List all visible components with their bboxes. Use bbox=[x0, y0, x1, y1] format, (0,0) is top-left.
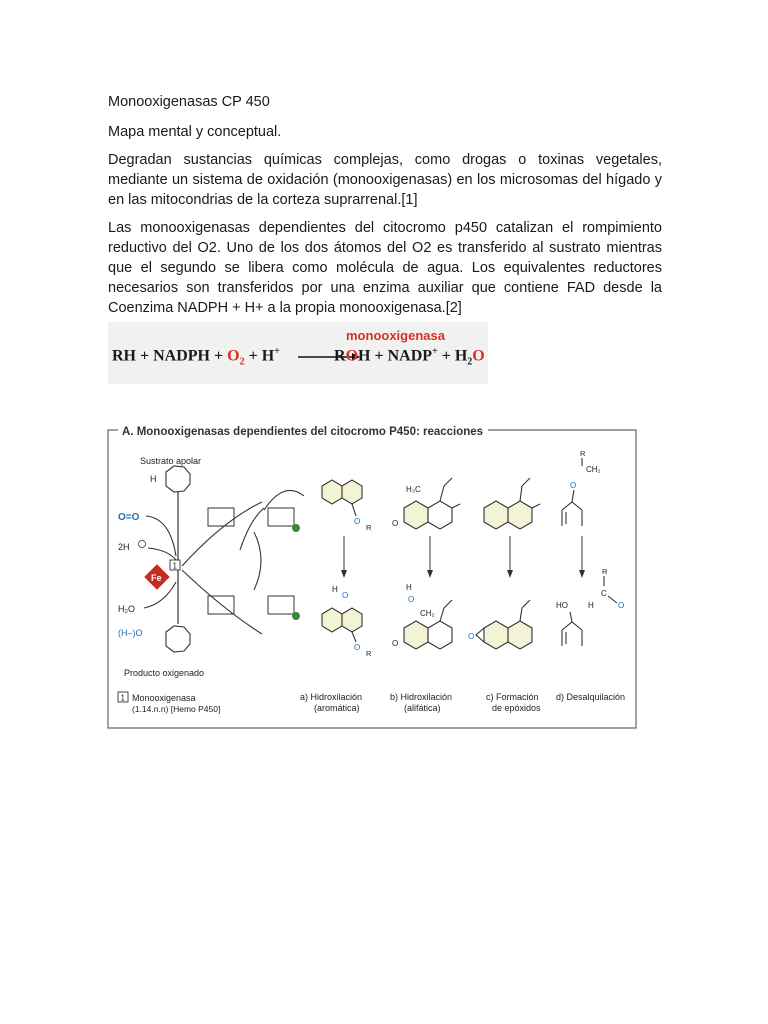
product-label: Producto oxigenado bbox=[124, 668, 205, 678]
enzyme-label: monooxigenasa bbox=[346, 328, 445, 343]
cycle-arc-left bbox=[240, 508, 264, 550]
h-label: H bbox=[150, 474, 157, 484]
caption-b-line1: b) Hidroxilación bbox=[390, 692, 453, 702]
figure-frame bbox=[108, 430, 636, 728]
substrate-ring bbox=[166, 466, 190, 492]
caption-a-line1: a) Hidroxilación bbox=[300, 692, 363, 702]
fe-label: Fe bbox=[151, 573, 162, 583]
ch2-label-b: CH₂ bbox=[420, 609, 435, 618]
oxygen-label-b: O bbox=[408, 595, 415, 604]
cycle-arrow-bottom bbox=[182, 570, 262, 634]
legend-title: Monooxigenasa bbox=[132, 693, 196, 703]
methyl-label: H₃C bbox=[406, 485, 421, 494]
fad-icon-4 bbox=[268, 596, 294, 614]
h-label-d: H bbox=[588, 601, 594, 610]
equation-products: ROH + NADP+ + $H_2O$ bbox=[334, 346, 485, 368]
naphthalene-top-a bbox=[322, 480, 342, 504]
keto-label-b-bottom: O bbox=[392, 639, 399, 648]
cycle-arrow-top bbox=[182, 502, 262, 566]
bicyclic-top-c bbox=[484, 501, 508, 529]
r-label-a-bottom: R bbox=[366, 649, 372, 658]
fad-icon-1 bbox=[208, 508, 234, 526]
steroid-top-b bbox=[404, 501, 428, 529]
r-label-d-top: R bbox=[580, 449, 586, 458]
proton-arrow bbox=[148, 548, 176, 560]
caption-b-line2: (alifática) bbox=[404, 703, 441, 713]
o2-label: O=O bbox=[118, 512, 140, 523]
cycle-arc-middle bbox=[254, 532, 261, 590]
legend-num: 1 bbox=[120, 693, 125, 703]
figure-header: A. Monooxigenasas dependientes del citocromo P450: reacciones bbox=[122, 426, 484, 438]
bicyclic-bottom-c bbox=[484, 621, 508, 649]
hydroxy-label: (H–)O bbox=[118, 628, 143, 638]
oxygen-label-d-carbonyl: O bbox=[618, 601, 625, 610]
water-label: H₂O bbox=[118, 604, 135, 614]
product-ring bbox=[166, 626, 190, 652]
legend-detail: (1.14.n.n) [Hemo P450] bbox=[132, 704, 221, 714]
hydroxyl-label-d: HO bbox=[556, 601, 568, 610]
naphthalene-bottom-a bbox=[322, 608, 342, 632]
h-label-b: H bbox=[406, 583, 412, 592]
paragraph-2: Las monooxigenasas dependientes del citocromo p450 catalizan el rompimiento reductivo del O2. Uno de los dos átomos del O2 es transferido al sustrato mientras que el segundo se libera como molécula de agua. Los equivalentes reductores necesarios son transferidos por una enzima auxiliar que contiene FAD desde la Coenzima NADPH + H+ a la propia monooxigenasa.[2] bbox=[108, 220, 662, 316]
equation-line: RH + NADPH + $O_2 + H^+$ bbox=[112, 346, 280, 368]
oxygen-label-a-mid: O bbox=[342, 591, 349, 600]
doc-title: Monooxigenasas CP 450 bbox=[108, 94, 270, 110]
nadph-dot-2 bbox=[292, 612, 300, 620]
two-h-label: 2H bbox=[118, 542, 130, 552]
paragraph-1: Degradan sustancias químicas complejas, como drogas o toxinas vegetales, mediante un sistema de oxidación (monooxigenasas) en los microsomas del hígado y en las mitocondrias de la corteza suprarrenal.[1] bbox=[108, 152, 662, 208]
substrate-label: Sustrato apolar bbox=[140, 456, 202, 466]
p450-reaction-figure bbox=[104, 410, 640, 732]
fad-icon-2 bbox=[268, 508, 294, 526]
caption-c-line1: c) Formación bbox=[486, 692, 539, 702]
ch2-label-d: CH₂ bbox=[586, 465, 601, 474]
caption-d-line1: d) Desalquilación bbox=[556, 692, 626, 702]
epoxide-bridge bbox=[476, 628, 484, 642]
steroid-bottom-b bbox=[404, 621, 428, 649]
oxygen-label-c: O bbox=[468, 632, 475, 641]
nadph-dot-1 bbox=[292, 524, 300, 532]
h-label-a: H bbox=[332, 585, 338, 594]
oxygen-label-a-top: O bbox=[354, 517, 361, 526]
caption-a-line2: (aromática) bbox=[314, 703, 360, 713]
plus-charge-icon bbox=[139, 541, 146, 548]
r-label-d-bottom: R bbox=[602, 567, 608, 576]
caption-c-line2: de epóxidos bbox=[492, 703, 541, 713]
doc-subtitle: Mapa mental y conceptual. bbox=[108, 124, 282, 140]
reaction-equation bbox=[108, 322, 488, 384]
c-label-d: C bbox=[601, 589, 607, 598]
r-label-a-top: R bbox=[366, 523, 372, 532]
enzyme-num: 1 bbox=[172, 561, 177, 571]
keto-label-b-top: O bbox=[392, 519, 399, 528]
oxygen-label-a-bottom: O bbox=[354, 643, 361, 652]
cycle-arc-right bbox=[264, 490, 304, 510]
oxygen-label-d-top: O bbox=[570, 481, 577, 490]
